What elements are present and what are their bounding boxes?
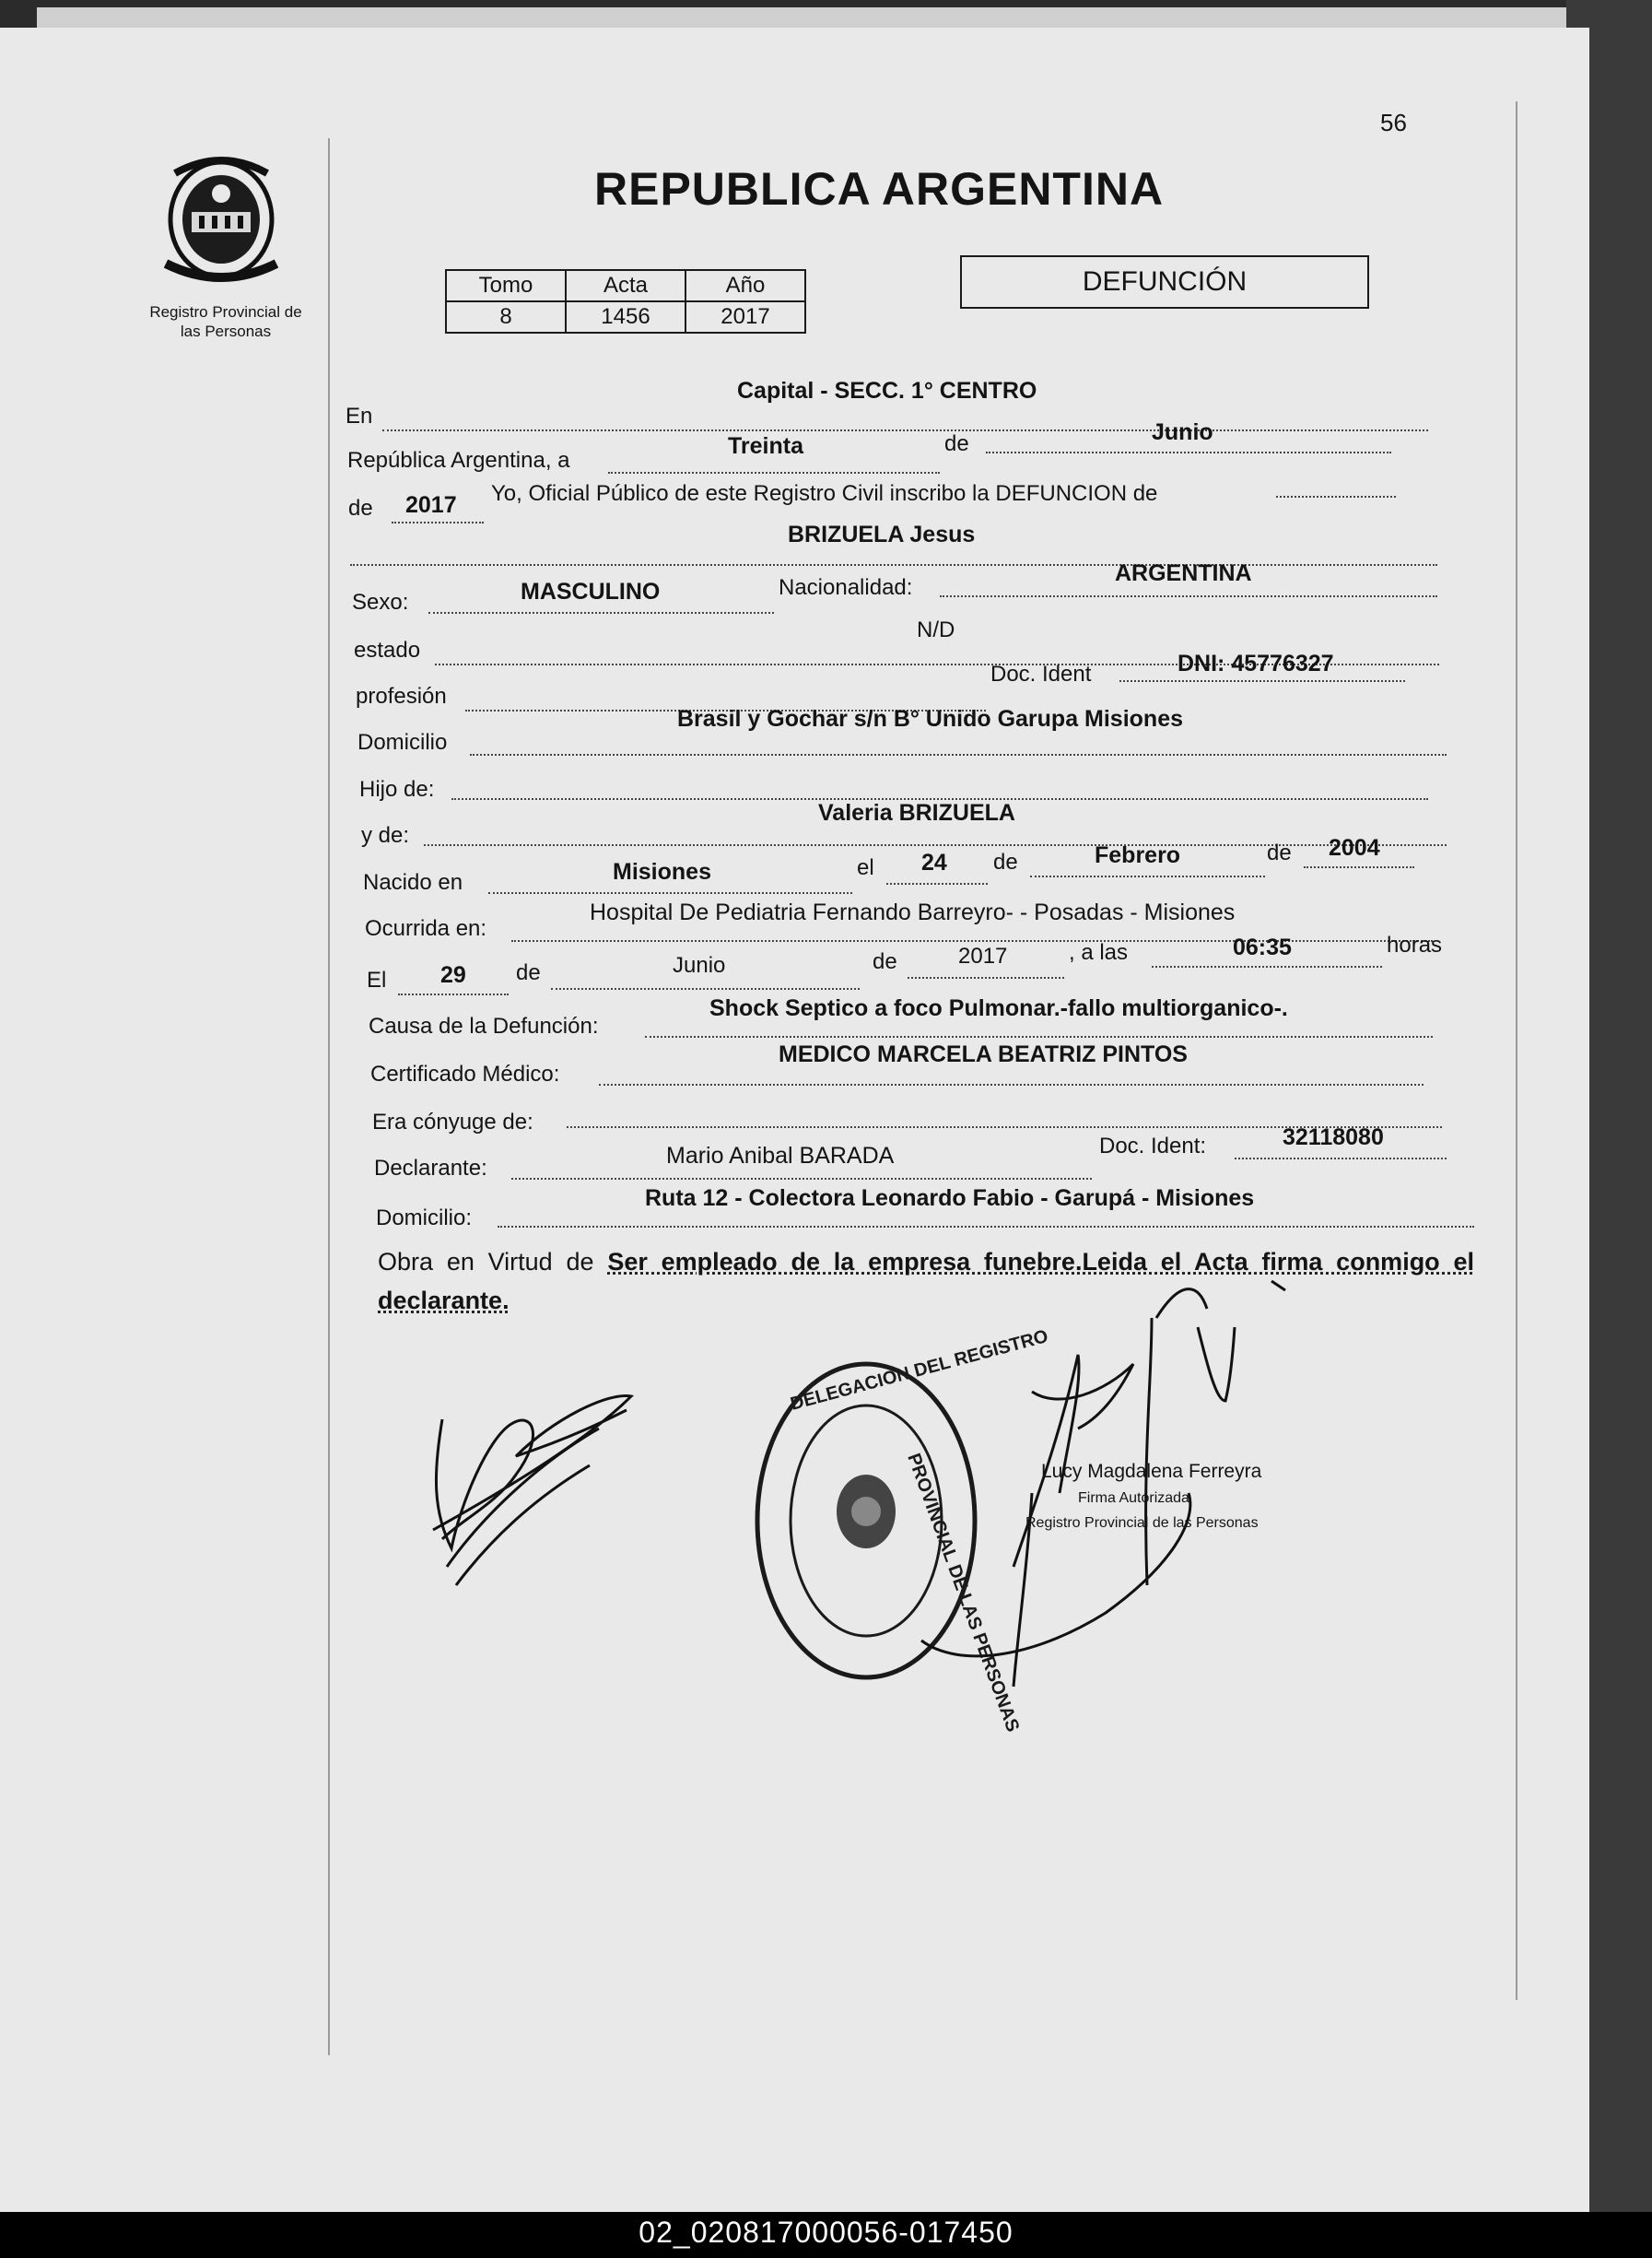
muerte-dia-line	[398, 994, 509, 995]
domicilio2-line	[498, 1226, 1474, 1228]
certificado-label: Certificado Médico:	[370, 1062, 560, 1087]
file-identifier: 02_020817000056-017450	[639, 2216, 1013, 2249]
acta-header: Acta	[566, 270, 685, 301]
lugar-value: Capital - SECC. 1° CENTRO	[737, 378, 1037, 404]
en-label: En	[346, 404, 373, 429]
de-label-3: de	[993, 850, 1018, 875]
madre-value: Valeria BRIZUELA	[818, 800, 1015, 826]
tomo-header: Tomo	[446, 270, 566, 301]
svg-text:DELEGACION DEL REGISTRO: DELEGACION DEL REGISTRO	[788, 1325, 1051, 1415]
doc2-value: 32118080	[1283, 1124, 1384, 1150]
anio-value: 2017	[405, 492, 457, 518]
nacido-dia-value: 24	[921, 850, 947, 876]
conyuge-label: Era cónyuge de:	[372, 1110, 533, 1135]
nacionalidad-label: Nacionalidad:	[779, 575, 913, 600]
official-office: Registro Provincial de las Personas	[1025, 1515, 1259, 1531]
page-number: 56	[1380, 109, 1407, 136]
domicilio-value: Brasil y Gochar s/n B° Unido Garupa Misiones	[677, 706, 1184, 732]
anio-value: 2017	[685, 301, 805, 333]
anio-line	[392, 522, 484, 523]
ocurrida-value: Hospital De Pediatria Fernando Barreyro- - Posadas - Misiones	[590, 900, 1236, 925]
obra-value: Ser empleado de la empresa funebre.Leida el Acta firma conmigo el declarante.	[378, 1248, 1474, 1314]
record-type-box: DEFUNCIÓN	[960, 255, 1369, 309]
muerte-anio-value: 2017	[958, 944, 1008, 969]
doc2-line	[1235, 1158, 1447, 1159]
inscribo-text: Yo, Oficial Público de este Registro Civil inscribo la DEFUNCION de	[491, 481, 1158, 506]
causa-value: Shock Septico a foco Pulmonar.-fallo multiorganico-.	[709, 995, 1288, 1021]
nombre-value: BRIZUELA Jesus	[788, 522, 976, 547]
document-page	[0, 28, 1589, 2212]
de-label-2: de	[348, 496, 373, 521]
nacido-lugar-line	[488, 892, 852, 894]
ocurrida-line	[511, 940, 1433, 942]
registry-label: Registro Provincial de las Personas	[149, 303, 302, 340]
doc-label: Doc. Ident	[990, 662, 1092, 687]
sexo-line	[428, 612, 774, 614]
madre-line	[424, 844, 1447, 846]
declarante-label: Declarante:	[374, 1156, 487, 1181]
mes-value: Junio	[1152, 419, 1213, 445]
nacionalidad-line	[940, 595, 1437, 597]
hora-line	[1152, 966, 1382, 968]
declarante-line	[511, 1178, 1092, 1180]
nacido-label: Nacido en	[363, 870, 463, 895]
domicilio2-value: Ruta 12 - Colectora Leonardo Fabio - Garupá - Misiones	[645, 1185, 1255, 1211]
province-seal-logo	[157, 155, 286, 284]
profesion-label: profesión	[356, 684, 447, 709]
dia-value: Treinta	[728, 433, 803, 459]
republica-label: República Argentina, a	[347, 448, 570, 473]
sexo-value: MASCULINO	[521, 579, 661, 605]
domicilio2-label: Domicilio:	[376, 1205, 473, 1230]
anio-header: Año	[685, 270, 805, 301]
official-role: Firma Autorizada	[1078, 1490, 1189, 1506]
margin-line-left	[328, 138, 330, 2055]
tomo-value: 8	[446, 301, 566, 333]
domicilio-label: Domicilio	[357, 730, 448, 755]
margin-line-right	[1516, 101, 1517, 2000]
nacido-anio-value: 2004	[1329, 835, 1380, 861]
muerte-mes-value: Junio	[673, 953, 726, 978]
nacido-lugar-value: Misiones	[613, 859, 711, 885]
muerte-mes-line	[551, 988, 860, 990]
muerte-dia-value: 29	[440, 962, 466, 988]
reference-table	[445, 269, 806, 334]
el-label: el	[857, 855, 874, 880]
doc-value: DNI: 45776327	[1177, 651, 1334, 676]
declarante-value: Mario Anibal BARADA	[666, 1143, 895, 1169]
sexo-label: Sexo:	[352, 590, 409, 615]
en-line	[382, 429, 1428, 431]
mes-line	[986, 452, 1391, 453]
dia-line	[608, 472, 940, 474]
acta-value: 1456	[566, 301, 685, 333]
domicilio-line	[470, 754, 1447, 756]
nacido-mes-value: Febrero	[1095, 842, 1181, 868]
de-label-4: de	[1267, 841, 1292, 865]
svg-text:PROVINCIAL DE LAS PERSONAS: PROVINCIAL DE LAS PERSONAS	[903, 1451, 1024, 1735]
obra-label: Obra en Virtud de	[378, 1248, 594, 1276]
de-label-5: de	[516, 960, 541, 985]
hijo-label: Hijo de:	[359, 777, 435, 802]
horas-label: horas	[1387, 933, 1443, 958]
causa-line	[645, 1036, 1433, 1038]
doc-line	[1119, 680, 1405, 682]
page-title: REPUBLICA ARGENTINA	[594, 163, 1165, 215]
a-las-label: , a las	[1069, 940, 1129, 965]
nombre-line	[350, 564, 1437, 566]
closing-statement	[378, 1242, 1474, 1320]
estado-value: N/D	[917, 617, 955, 642]
causa-label: Causa de la Defunción:	[369, 1014, 599, 1039]
nacido-anio-line	[1304, 866, 1414, 868]
de-label-6: de	[873, 949, 897, 974]
doc2-label: Doc. Ident:	[1099, 1134, 1207, 1158]
de-label-1: de	[944, 431, 969, 456]
hora-value: 06:35	[1233, 935, 1292, 960]
certificado-line	[599, 1084, 1424, 1086]
muerte-anio-line	[908, 977, 1064, 979]
inscribo-line	[1276, 496, 1396, 498]
nacionalidad-value: ARGENTINA	[1115, 560, 1252, 586]
y-de-label: y de:	[361, 823, 410, 848]
certificado-value: MEDICO MARCELA BEATRIZ PINTOS	[779, 1041, 1188, 1067]
nacido-dia-line	[886, 883, 988, 885]
official-name: Lucy Magdalena Ferreyra	[1041, 1461, 1262, 1482]
ocurrida-label: Ocurrida en:	[365, 916, 487, 941]
el2-label: El	[367, 968, 387, 993]
nacido-mes-line	[1030, 876, 1265, 877]
estado-label: estado	[354, 638, 421, 663]
